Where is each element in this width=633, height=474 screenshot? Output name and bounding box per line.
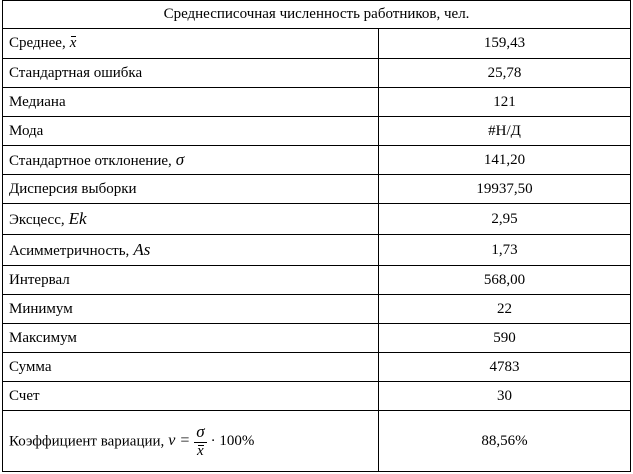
row-value-standard-error: 25,78: [379, 59, 631, 88]
table-row: [3, 59, 631, 88]
table-row-variation: [3, 411, 631, 472]
row-label-text: Асимметричность,: [9, 243, 130, 259]
ek-symbol: Ek: [68, 209, 87, 228]
formula-lhs: v =: [168, 432, 191, 449]
row-label-text: Коэффициент вариации,: [9, 433, 165, 449]
row-label-standard-error: Стандартная ошибка: [3, 59, 379, 88]
row-value-std-deviation: 141,20: [379, 146, 631, 175]
row-label-variation-coefficient: [3, 411, 379, 472]
table-row: [3, 266, 631, 295]
row-label-range: Интервал: [3, 266, 379, 295]
table-row: [3, 29, 631, 59]
row-label-text: Эксцесс,: [9, 212, 65, 228]
row-value-skewness: 1,73: [379, 235, 631, 266]
row-value-minimum: 22: [379, 295, 631, 324]
table-row: [3, 117, 631, 146]
row-label-mode: Мода: [3, 117, 379, 146]
sigma-symbol: σ: [175, 150, 185, 169]
formula-fraction: [194, 423, 206, 460]
row-label-skewness: [3, 235, 379, 266]
row-value-maximum: 590: [379, 324, 631, 353]
row-value-sample-variance: 19937,50: [379, 175, 631, 204]
table-row: [3, 382, 631, 411]
row-value-mean: 159,43: [379, 29, 631, 59]
row-label-std-deviation: [3, 146, 379, 175]
table-row: [3, 235, 631, 266]
row-label-mean: [3, 29, 379, 59]
row-label-text: Среднее,: [9, 35, 66, 51]
table-row: [3, 146, 631, 175]
row-value-sum: 4783: [379, 353, 631, 382]
row-label-minimum: Минимум: [3, 295, 379, 324]
table-row: [3, 295, 631, 324]
row-value-kurtosis: 2,95: [379, 204, 631, 235]
formula-numerator: σ: [196, 421, 205, 441]
table-header-row: [3, 1, 631, 29]
table-row: [3, 175, 631, 204]
row-label-sample-variance: Дисперсия выборки: [3, 175, 379, 204]
table-row: [3, 88, 631, 117]
x-bar-symbol: x: [69, 35, 77, 51]
table-row: [3, 204, 631, 235]
row-label-maximum: Максимум: [3, 324, 379, 353]
row-label-text: Стандартное отклонение,: [9, 153, 172, 169]
row-label-kurtosis: [3, 204, 379, 235]
row-label-sum: Сумма: [3, 353, 379, 382]
row-label-count: Счет: [3, 382, 379, 411]
row-value-mode: #Н/Д: [379, 117, 631, 146]
variation-formula: [168, 423, 254, 460]
row-value-range: 568,00: [379, 266, 631, 295]
formula-denominator-wrap: [197, 443, 204, 460]
statistics-table: [2, 0, 631, 472]
as-symbol: As: [133, 240, 151, 259]
row-value-median: 121: [379, 88, 631, 117]
formula-tail: · 100%: [210, 432, 255, 449]
row-value-count: 30: [379, 382, 631, 411]
row-label-median: Медиана: [3, 88, 379, 117]
row-value-variation-coefficient: 88,56%: [379, 411, 631, 472]
table-row: [3, 324, 631, 353]
table-row: [3, 353, 631, 382]
table-title: Среднесписочная численность работников, чел.: [3, 1, 631, 29]
formula-denominator: x: [197, 442, 204, 459]
